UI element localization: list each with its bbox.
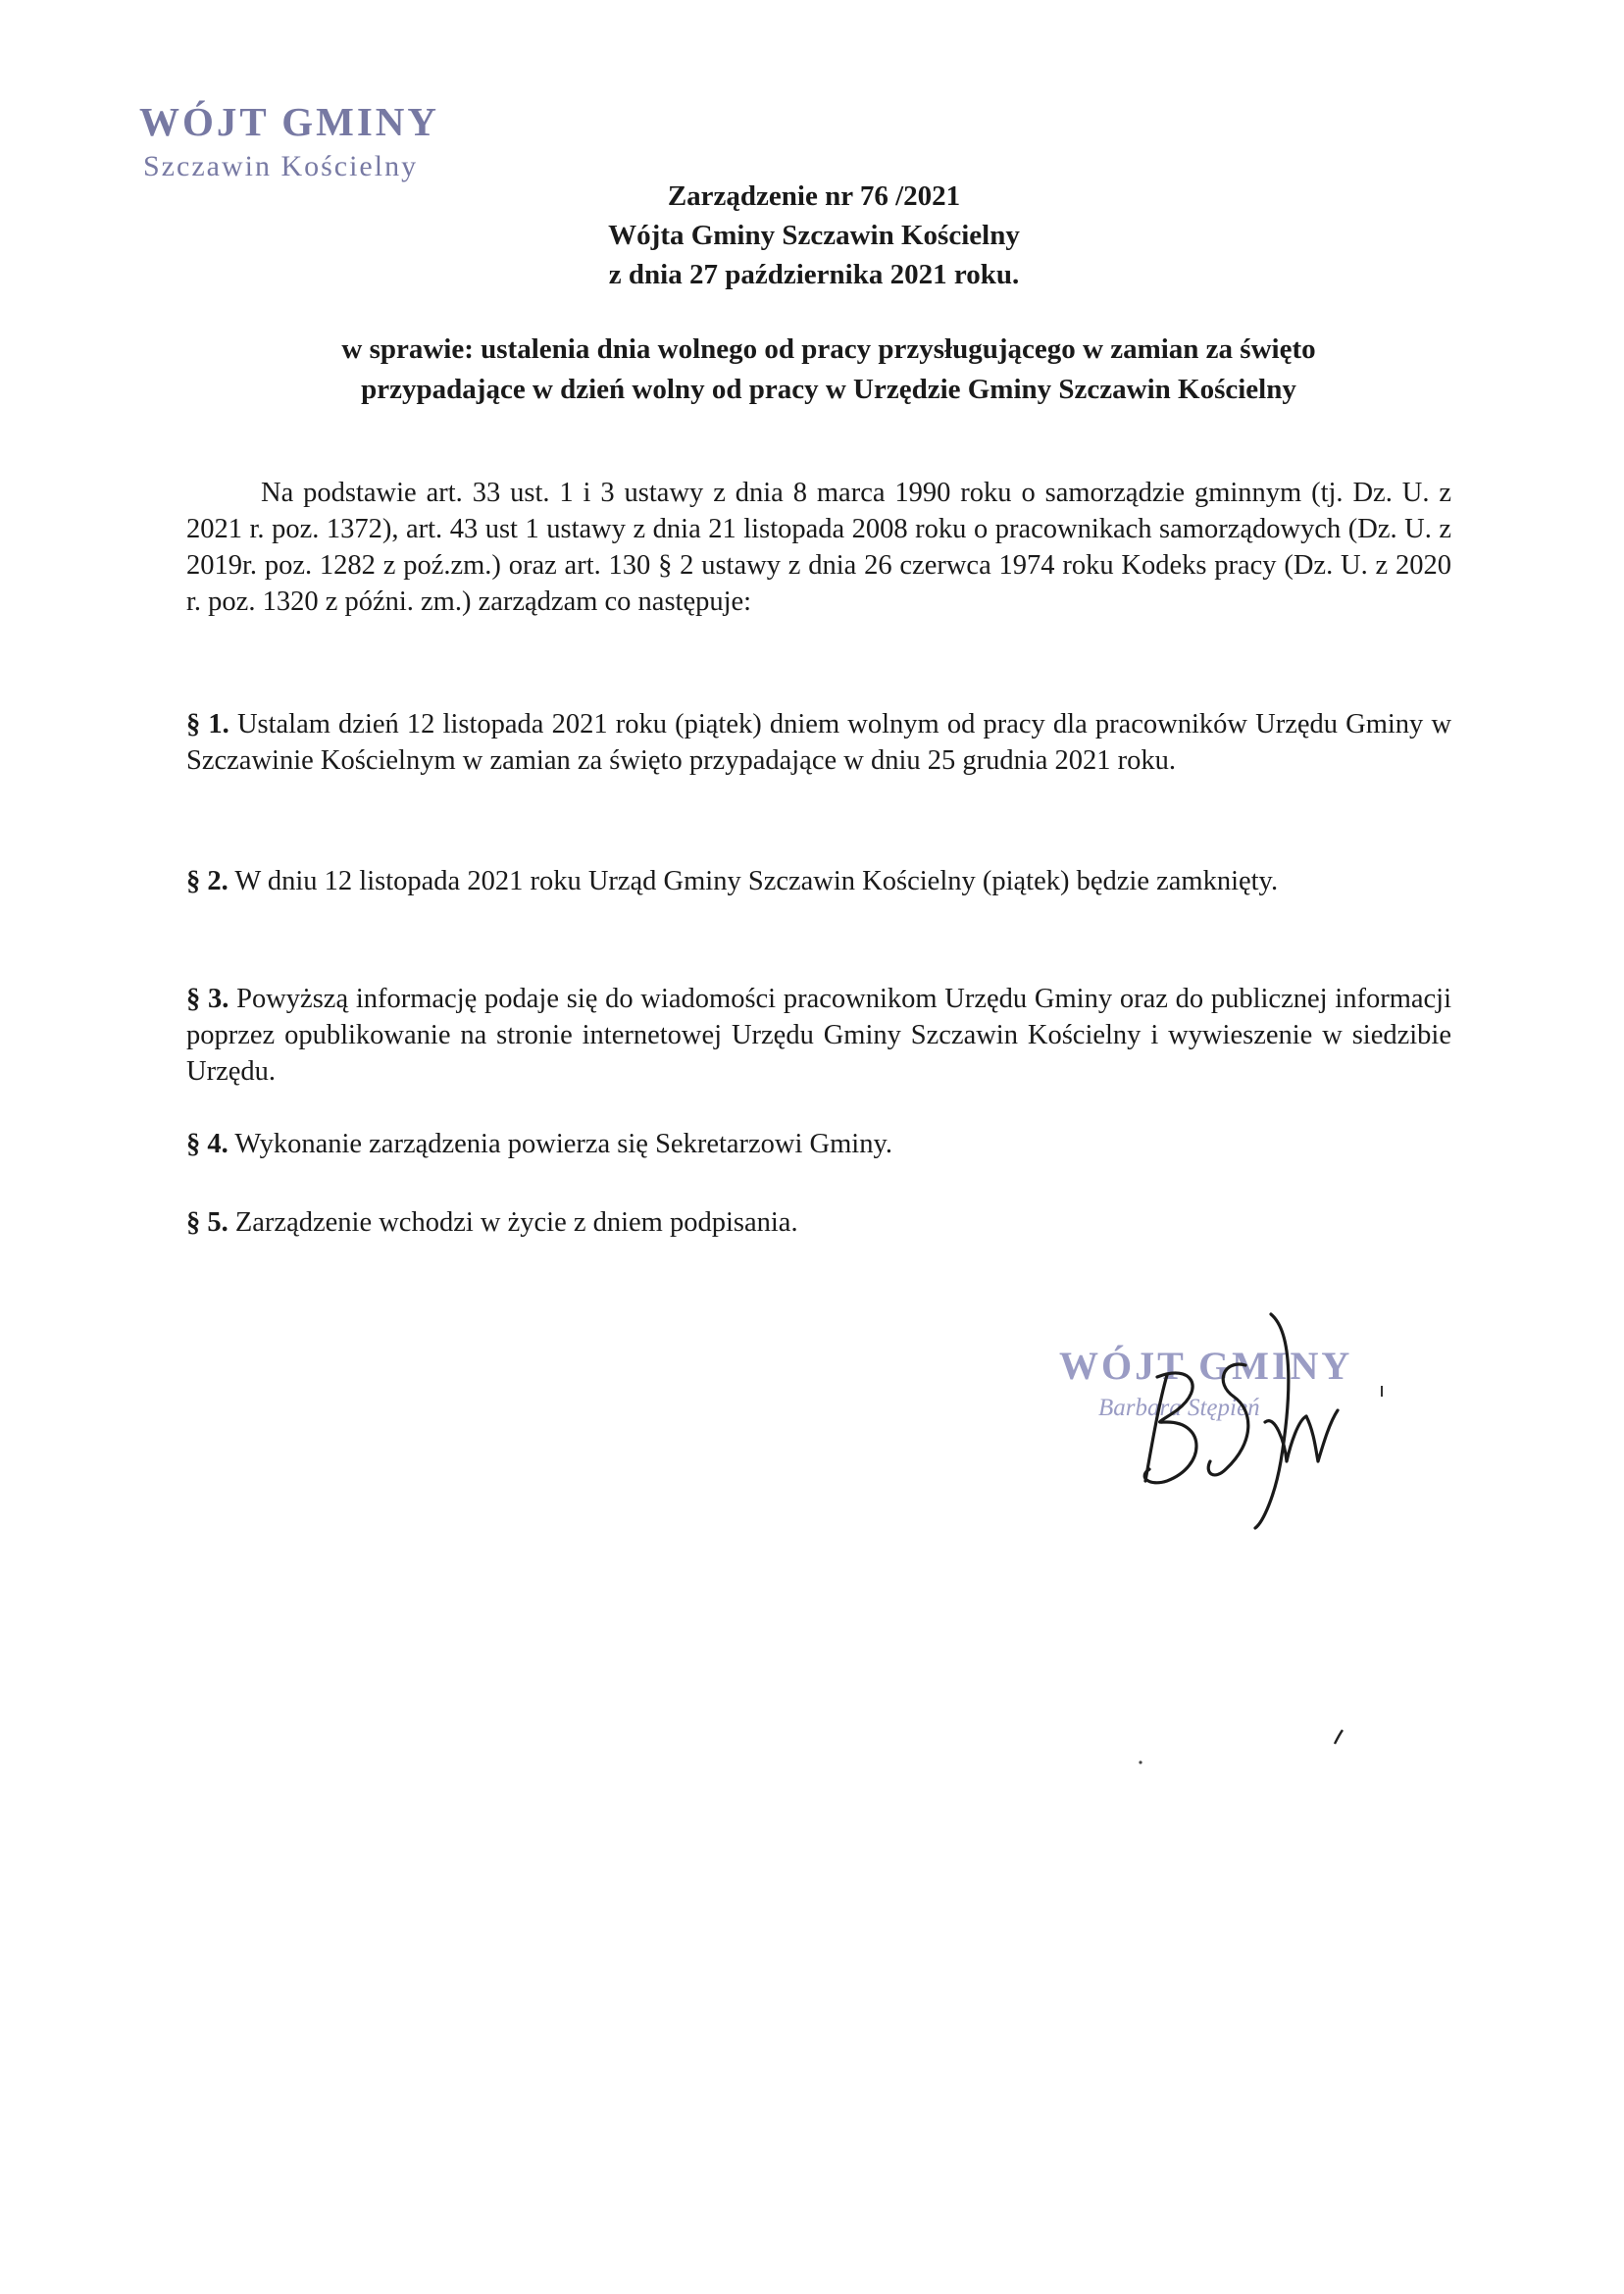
ink-speck	[1379, 1385, 1385, 1399]
document-title	[530, 177, 1098, 294]
paragraph-1	[186, 706, 1451, 779]
stamp-line-2: Szczawin Kościelny	[143, 150, 419, 182]
ink-speck	[1332, 1728, 1345, 1746]
intro-paragraph: Na podstawie art. 33 ust. 1 i 3 ustawy z dnia 8 marca 1990 roku o samorządzie gminnym (tj. Dz. U. z 2021 r. poz. 1372), art. 43 ust 1 ustawy z dnia 21 listopada 2008 roku o pracownikach samorządowych (Dz. U. z 2019r. poz. 1282 z poź.zm.) oraz art. 130 § 2 ustawy z dnia 26 czerwca 1974 roku Kodeks pracy (Dz. U. z 2020 r. poz. 1320 z późni. zm.) zarządzam co następuje:	[186, 478, 1451, 617]
signature-stamp-line-1: WÓJT GMINY	[1059, 1344, 1353, 1388]
paragraph-3	[186, 981, 1451, 1090]
paragraph-text: Wykonanie zarządzenia powierza się Sekretarzowi Gminy.	[234, 1129, 893, 1159]
paragraph-mark: § 4.	[186, 1129, 228, 1159]
handwritten-signature	[1098, 1295, 1353, 1530]
paragraph-text: Zarządzenie wchodzi w życie z dniem podpisania.	[234, 1207, 798, 1238]
title-line-2: Wójta Gminy Szczawin Kościelny	[608, 220, 1020, 251]
paragraph-4	[186, 1126, 1451, 1162]
paragraph-mark: § 2.	[186, 866, 228, 896]
paragraph-mark: § 3.	[186, 984, 229, 1014]
ink-speck	[1138, 1759, 1143, 1765]
paragraph-5	[186, 1204, 1451, 1241]
document-subject	[216, 330, 1442, 410]
office-stamp	[139, 98, 439, 188]
subject-line-2: przypadające w dzień wolny od pracy w Urzędzie Gminy Szczawin Kościelny	[361, 374, 1296, 405]
paragraph-2	[186, 863, 1451, 899]
title-line-3: z dnia 27 października 2021 roku.	[608, 259, 1020, 290]
signature-stamp-line-2: Barbara Stępień	[1098, 1395, 1260, 1421]
paragraph-mark: § 5.	[186, 1207, 228, 1238]
stamp-line-1: WÓJT GMINY	[139, 99, 440, 144]
paragraph-text: Powyższą informację podaje się do wiadomości pracownikom Urzędu Gminy oraz do publicznej informacji poprzez opublikowanie na stronie internetowej Urzędu Gminy Szczawin Kościelny i wywieszenie w siedzibie Urzędu.	[186, 984, 1452, 1087]
paragraph-mark: § 1.	[186, 709, 229, 739]
paragraph-text: Ustalam dzień 12 listopada 2021 roku (piątek) dniem wolnym od pracy dla pracowników Urzędu Gminy w Szczawinie Kościelnym w zamian za święto przypadające w dniu 25 grudnia 2021 roku.	[186, 709, 1452, 776]
paragraph-text: W dniu 12 listopada 2021 roku Urząd Gminy Szczawin Kościelny (piątek) będzie zamknięty.	[234, 866, 1279, 896]
title-line-1: Zarządzenie nr 76 /2021	[667, 180, 961, 212]
subject-line-1: w sprawie: ustalenia dnia wolnego od pracy przysługującego w zamian za święto	[341, 333, 1316, 365]
